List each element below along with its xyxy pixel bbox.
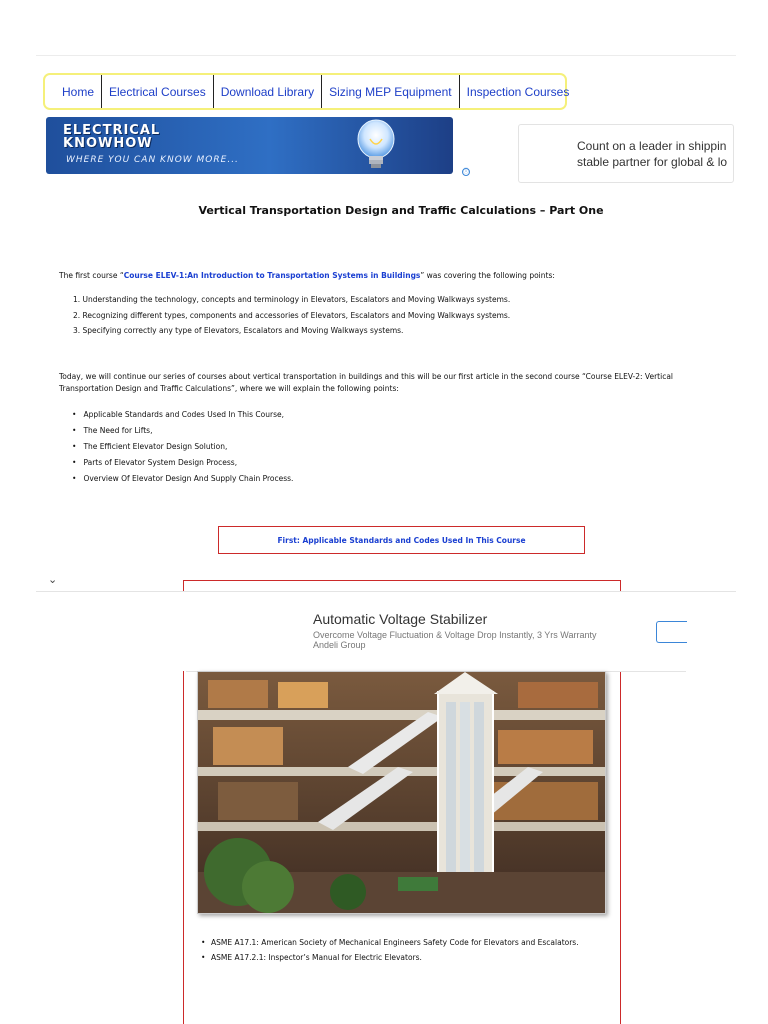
topics-list [72, 407, 293, 487]
site-logo-banner[interactable] [46, 117, 453, 174]
chevron-down-icon[interactable]: ⌄ [48, 573, 58, 586]
nav-inspection-courses[interactable]: Inspection Courses [466, 84, 570, 99]
shipping-ad-line2: stable partner for global & lo [577, 155, 728, 169]
voltage-stabilizer-ad[interactable] [36, 591, 736, 671]
logo-title-line2: KNOWHOW [63, 136, 153, 151]
list-item: • Parts of Elevator System Design Process, [72, 455, 293, 471]
list-item: 1. Understanding the technology, concepts and terminology in Elevators, Escalators and Moving Walkways systems. [73, 295, 511, 304]
standards-list [201, 937, 596, 967]
nav-electrical-courses[interactable]: Electrical Courses [102, 75, 214, 108]
today-paragraph: Today, we will continue our series of courses about vertical transportation in buildings and this will be our first article in the second course “Course ELEV-2: Vertical Transportation Design and Traffic Calculations”, where we will explain the following points: [59, 372, 674, 393]
list-item: • The Need for Lifts, [72, 423, 293, 439]
shipping-ad-line1: Count on a leader in shippin [577, 139, 727, 153]
intro-suffix: ” was covering the following points: [420, 271, 555, 280]
shipping-ad-text [577, 138, 727, 170]
previous-course-points [73, 292, 510, 339]
nav-home[interactable]: Home [55, 75, 102, 108]
list-item: • ASME A17.1: American Society of Mechanical Engineers Safety Code for Elevators and Escalators. [201, 937, 596, 949]
shipping-ad[interactable] [518, 124, 734, 183]
section-heading: First: Applicable Standards and Codes Used In This Course [218, 526, 585, 554]
top-divider [36, 55, 736, 56]
light-bulb-icon [346, 117, 406, 174]
list-item: • The Efficient Elevator Design Solution, [72, 439, 293, 455]
logo-tagline: WHERE YOU CAN KNOW MORE... [66, 155, 239, 165]
intro-paragraph [59, 270, 739, 282]
article-title: Vertical Transportation Design and Traffic Calculations – Part One [198, 204, 604, 217]
logo-title [63, 124, 213, 150]
list-item: • ASME A17.2.1: Inspector’s Manual for Electric Elevators. [201, 952, 596, 964]
nav-download-library[interactable]: Download Library [214, 75, 322, 108]
mall-photo-image [198, 672, 606, 914]
main-nav [43, 73, 570, 110]
ad-title: Automatic Voltage Stabilizer [313, 611, 488, 627]
logo-title-line1: ELECTRICAL [63, 123, 161, 138]
intro-prefix: The first course “ [59, 271, 124, 280]
ad-subtitle: Overcome Voltage Fluctuation & Voltage Drop Instantly, 3 Yrs Warranty Andeli Group [313, 630, 597, 650]
adchoices-icon[interactable]: ⓘ [463, 168, 470, 175]
ad-open-button[interactable] [656, 621, 687, 643]
list-item: • Applicable Standards and Codes Used In This Course, [72, 407, 293, 423]
list-item: 3. Specifying correctly any type of Elevators, Escalators and Moving Walkways systems. [73, 326, 404, 335]
list-item: • Overview Of Elevator Design And Supply Chain Process. [72, 471, 293, 487]
list-item: 2. Recognizing different types, components and accessories of Elevators, Escalators and Moving Walkways systems. [73, 310, 511, 320]
nav-sizing-mep-equipment[interactable]: Sizing MEP Equipment [322, 75, 460, 108]
course-elev1-link[interactable]: Course ELEV-1:An Introduction to Transportation Systems in Buildings [123, 271, 421, 280]
mall-elevator-photo [197, 671, 606, 914]
